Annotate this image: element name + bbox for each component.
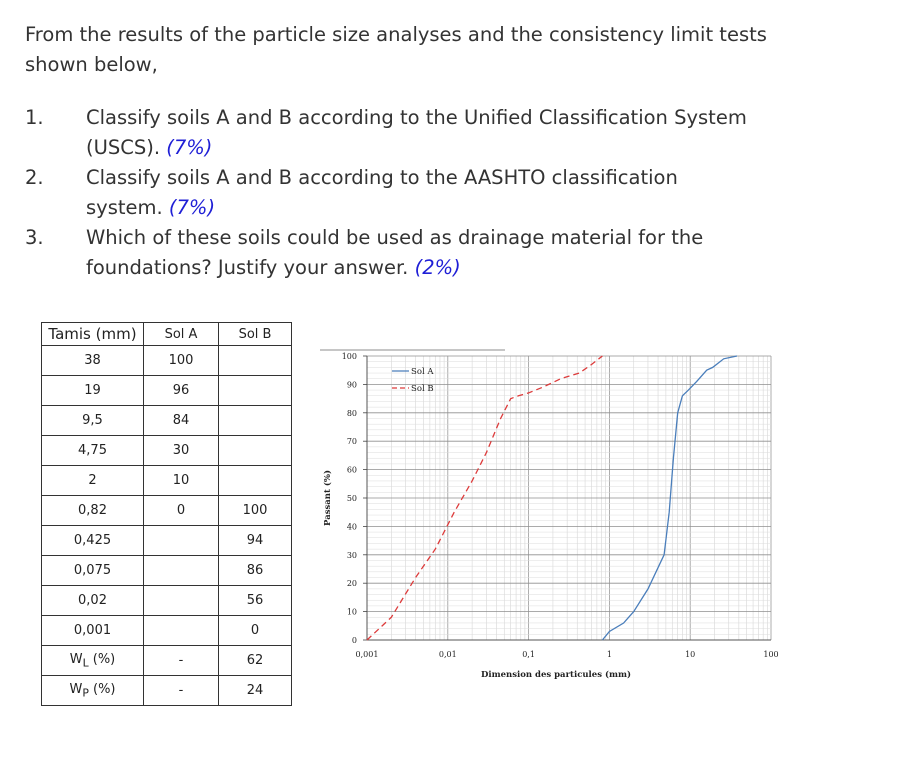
question-text-line1: Which of these soils could be used as drainage material for the [86,226,704,249]
y-tick-label: 10 [346,607,357,617]
chart-axes [320,350,771,640]
chart-grid [367,356,771,640]
y-tick-label: 70 [346,437,357,447]
question-weight: (2%) [414,256,461,279]
cell-sieve: 0,425 [42,526,144,556]
cell-sieve: 4,75 [42,436,144,466]
x-tick-label: 0,001 [355,650,379,659]
cell-sol-a: 0 [144,496,219,526]
y-tick-label: 20 [346,579,357,589]
cell-sieve: 9,5 [42,406,144,436]
cell-limit-label: $W_L$ (%) [42,646,144,676]
cell-sieve: 0,82 [42,496,144,526]
cell-sol-b: 62 [219,646,292,676]
cell-sol-a: - [144,646,219,676]
cell-sol-b: 56 [219,586,292,616]
x-tick-label: 10 [685,650,696,659]
x-axis-label: Dimension des particules (mm) [481,670,631,680]
legend-label: Sol B [411,384,434,394]
cell-sol-b: 0 [219,616,292,646]
cell-sol-b: 86 [219,556,292,586]
question-number: 1. [25,106,44,129]
header-sieve: Tamis (mm) [42,323,144,346]
header-sol-b: Sol B [219,323,292,346]
y-tick-label: 40 [346,522,357,532]
cell-sieve: 2 [42,466,144,496]
question-number: 3. [25,226,44,249]
question-text-line2: foundations? Justify your answer. [86,256,409,279]
cell-sol-b: 24 [219,676,292,706]
cell-sieve: 0,02 [42,586,144,616]
question-text-line2: (USCS). [86,136,161,159]
legend-label: Sol A [411,367,434,377]
question-text-line1: Classify soils A and B according to the Unified Classification System [86,106,747,129]
cell-sol-b: 100 [219,496,292,526]
x-tick-label: 1 [606,650,612,659]
y-tick-label: 80 [346,408,357,418]
question-number: 2. [25,166,44,189]
cell-sol-a: 30 [144,436,219,466]
y-tick-label: 90 [346,380,357,390]
question-text-line1: Classify soils A and B according to the AASHTO classification [86,166,678,189]
y-tick-label: 0 [351,636,357,645]
x-tick-label: 0,01 [438,650,457,659]
cell-limit-label: $W_P$ (%) [42,676,144,706]
cell-sol-a: - [144,676,219,706]
question-text-line2: system. [86,196,163,219]
cell-sol-a: 84 [144,406,219,436]
cell-sol-a: 96 [144,376,219,406]
cell-sieve: 0,075 [42,556,144,586]
y-tick-label: 100 [341,352,357,361]
x-tick-label: 100 [763,650,779,659]
y-tick-label: 60 [346,465,357,475]
x-tick-label: 0,1 [522,650,535,659]
cell-sol-a: 10 [144,466,219,496]
question-weight: (7%) [168,196,216,219]
cell-sieve: 19 [42,376,144,406]
y-axis-label: Passant (%) [323,470,333,526]
cell-sol-b: 94 [219,526,292,556]
y-tick-label: 50 [346,494,357,503]
cell-sol-a: 100 [144,346,219,376]
question-weight: (7%) [166,136,213,159]
intro-text: From the results of the particle size analyses and the consistency limit tests shown below, [25,23,767,76]
cell-sieve: 38 [42,346,144,376]
header-sol-a: Sol A [144,323,219,346]
cell-sieve: 0,001 [42,616,144,646]
y-tick-label: 30 [346,550,357,560]
